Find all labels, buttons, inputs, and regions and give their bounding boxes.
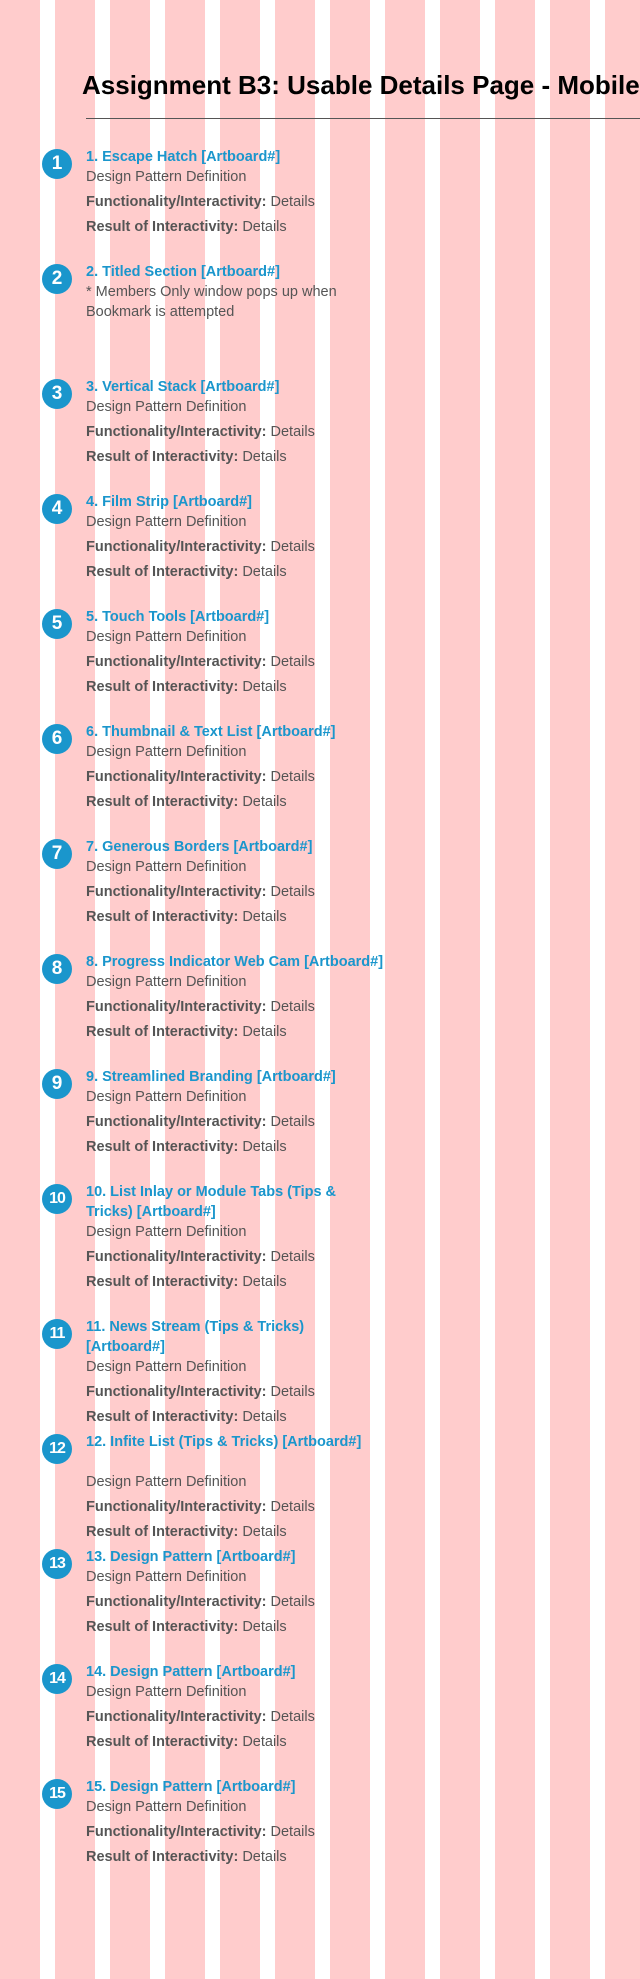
pattern-heading[interactable]: 14. Design Pattern [Artboard#] [86,1664,296,1680]
number-badge: 3 [42,379,72,409]
functionality-row [86,1822,386,1842]
number-badge: 15 [42,1779,72,1809]
functionality-label: Functionality/Interactivity: [86,539,267,555]
functionality-row [86,537,386,557]
pattern-heading[interactable]: 1. Escape Hatch [Artboard#] [86,149,281,165]
result-label: Result of Interactivity: [86,794,239,810]
result-row [86,1847,386,1867]
result-label: Result of Interactivity: [86,1024,239,1040]
pattern-heading[interactable]: 10. List Inlay or Module Tabs (Tips & Tricks) [Artboard#] [86,1184,337,1220]
functionality-row [86,1592,386,1612]
functionality-details: Details [270,884,315,900]
result-label: Result of Interactivity: [86,909,239,925]
result-details: Details [242,564,287,580]
functionality-row [86,652,386,672]
result-row [86,1522,386,1542]
functionality-row [86,192,386,212]
result-details: Details [242,1619,287,1635]
number-badge: 1 [42,149,72,179]
result-row [86,562,386,582]
result-details: Details [242,679,287,695]
functionality-row [86,1707,386,1727]
functionality-details: Details [270,654,315,670]
result-label: Result of Interactivity: [86,1734,239,1750]
functionality-label: Functionality/Interactivity: [86,884,267,900]
functionality-details: Details [270,769,315,785]
functionality-label: Functionality/Interactivity: [86,424,267,440]
functionality-label: Functionality/Interactivity: [86,194,267,210]
functionality-details: Details [270,1249,315,1265]
number-badge: 6 [42,724,72,754]
pattern-heading[interactable]: 12. Infite List (Tips & Tricks) [Artboard#] [86,1434,362,1450]
result-row [86,1407,386,1427]
result-label: Result of Interactivity: [86,219,239,235]
result-label: Result of Interactivity: [86,1139,239,1155]
pattern-heading[interactable]: 13. Design Pattern [Artboard#] [86,1549,296,1565]
result-details: Details [242,1849,287,1865]
pattern-definition: Design Pattern Definition [86,1474,247,1490]
pattern-definition: Design Pattern Definition [86,169,247,185]
functionality-row [86,1112,386,1132]
functionality-label: Functionality/Interactivity: [86,1709,267,1725]
number-badge: 14 [42,1664,72,1694]
functionality-label: Functionality/Interactivity: [86,769,267,785]
functionality-row [86,1497,386,1517]
functionality-details: Details [270,1594,315,1610]
functionality-details: Details [270,1384,315,1400]
functionality-row [86,997,386,1017]
pattern-heading[interactable]: 5. Touch Tools [Artboard#] [86,609,270,625]
result-row [86,1022,386,1042]
pattern-heading[interactable]: 9. Streamlined Branding [Artboard#] [86,1069,336,1085]
pattern-definition: Design Pattern Definition [86,399,247,415]
pattern-heading[interactable]: 4. Film Strip [Artboard#] [86,494,252,510]
functionality-label: Functionality/Interactivity: [86,1249,267,1265]
pattern-definition: Design Pattern Definition [86,629,247,645]
result-label: Result of Interactivity: [86,1524,239,1540]
number-badge: 13 [42,1549,72,1579]
pattern-definition: Design Pattern Definition [86,514,247,530]
pattern-heading[interactable]: 6. Thumbnail & Text List [Artboard#] [86,724,336,740]
result-row [86,1272,386,1292]
result-details: Details [242,1024,287,1040]
result-label: Result of Interactivity: [86,1619,239,1635]
number-badge: 7 [42,839,72,869]
number-badge: 2 [42,264,72,294]
pattern-definition: Design Pattern Definition [86,1224,247,1240]
functionality-details: Details [270,1499,315,1515]
result-label: Result of Interactivity: [86,1409,239,1425]
result-label: Result of Interactivity: [86,564,239,580]
result-details: Details [242,909,287,925]
number-badge: 10 [42,1184,72,1214]
pattern-note: * Members Only window pops up when Bookmark is attempted [86,284,337,320]
result-details: Details [242,1274,287,1290]
functionality-row [86,422,386,442]
functionality-row [86,1382,386,1402]
functionality-details: Details [270,1114,315,1130]
functionality-details: Details [270,999,315,1015]
result-row [86,1617,386,1637]
result-details: Details [242,1409,287,1425]
result-row [86,447,386,467]
pattern-heading[interactable]: 2. Titled Section [Artboard#] [86,264,280,280]
pattern-definition: Design Pattern Definition [86,744,247,760]
result-details: Details [242,1734,287,1750]
pattern-definition: Design Pattern Definition [86,1799,247,1815]
number-badge: 11 [42,1319,72,1349]
pattern-heading[interactable]: 3. Vertical Stack [Artboard#] [86,379,280,395]
pattern-definition: Design Pattern Definition [86,974,247,990]
functionality-row [86,767,386,787]
result-row [86,1732,386,1752]
result-label: Result of Interactivity: [86,449,239,465]
result-row [86,792,386,812]
functionality-label: Functionality/Interactivity: [86,1824,267,1840]
functionality-details: Details [270,539,315,555]
number-badge: 9 [42,1069,72,1099]
result-details: Details [242,794,287,810]
functionality-details: Details [270,1709,315,1725]
result-details: Details [242,449,287,465]
functionality-label: Functionality/Interactivity: [86,654,267,670]
result-label: Result of Interactivity: [86,1274,239,1290]
number-badge: 8 [42,954,72,984]
title-divider [86,118,640,119]
functionality-label: Functionality/Interactivity: [86,1114,267,1130]
number-badge: 4 [42,494,72,524]
functionality-row [86,1247,386,1267]
pattern-heading[interactable]: 15. Design Pattern [Artboard#] [86,1779,296,1795]
pattern-heading[interactable]: 8. Progress Indicator Web Cam [Artboard#] [86,954,384,970]
result-label: Result of Interactivity: [86,1849,239,1865]
result-details: Details [242,1524,287,1540]
pattern-definition: Design Pattern Definition [86,859,247,875]
pattern-heading[interactable]: 7. Generous Borders [Artboard#] [86,839,313,855]
functionality-details: Details [270,194,315,210]
pattern-definition: Design Pattern Definition [86,1359,247,1375]
functionality-label: Functionality/Interactivity: [86,1594,267,1610]
result-details: Details [242,1139,287,1155]
functionality-label: Functionality/Interactivity: [86,1499,267,1515]
functionality-label: Functionality/Interactivity: [86,1384,267,1400]
functionality-label: Functionality/Interactivity: [86,999,267,1015]
functionality-row [86,882,386,902]
functionality-details: Details [270,1824,315,1840]
number-badge: 5 [42,609,72,639]
pattern-heading[interactable]: 11. News Stream (Tips & Tricks) [Artboard#] [86,1319,305,1355]
page-title: Assignment B3: Usable Details Page - Mobile [82,70,640,100]
pattern-definition: Design Pattern Definition [86,1089,247,1105]
result-details: Details [242,219,287,235]
functionality-details: Details [270,424,315,440]
pattern-definition: Design Pattern Definition [86,1569,247,1585]
number-badge: 12 [42,1434,72,1464]
pattern-definition: Design Pattern Definition [86,1684,247,1700]
result-label: Result of Interactivity: [86,679,239,695]
result-row [86,1137,386,1157]
result-row [86,677,386,697]
result-row [86,217,386,237]
result-row [86,907,386,927]
